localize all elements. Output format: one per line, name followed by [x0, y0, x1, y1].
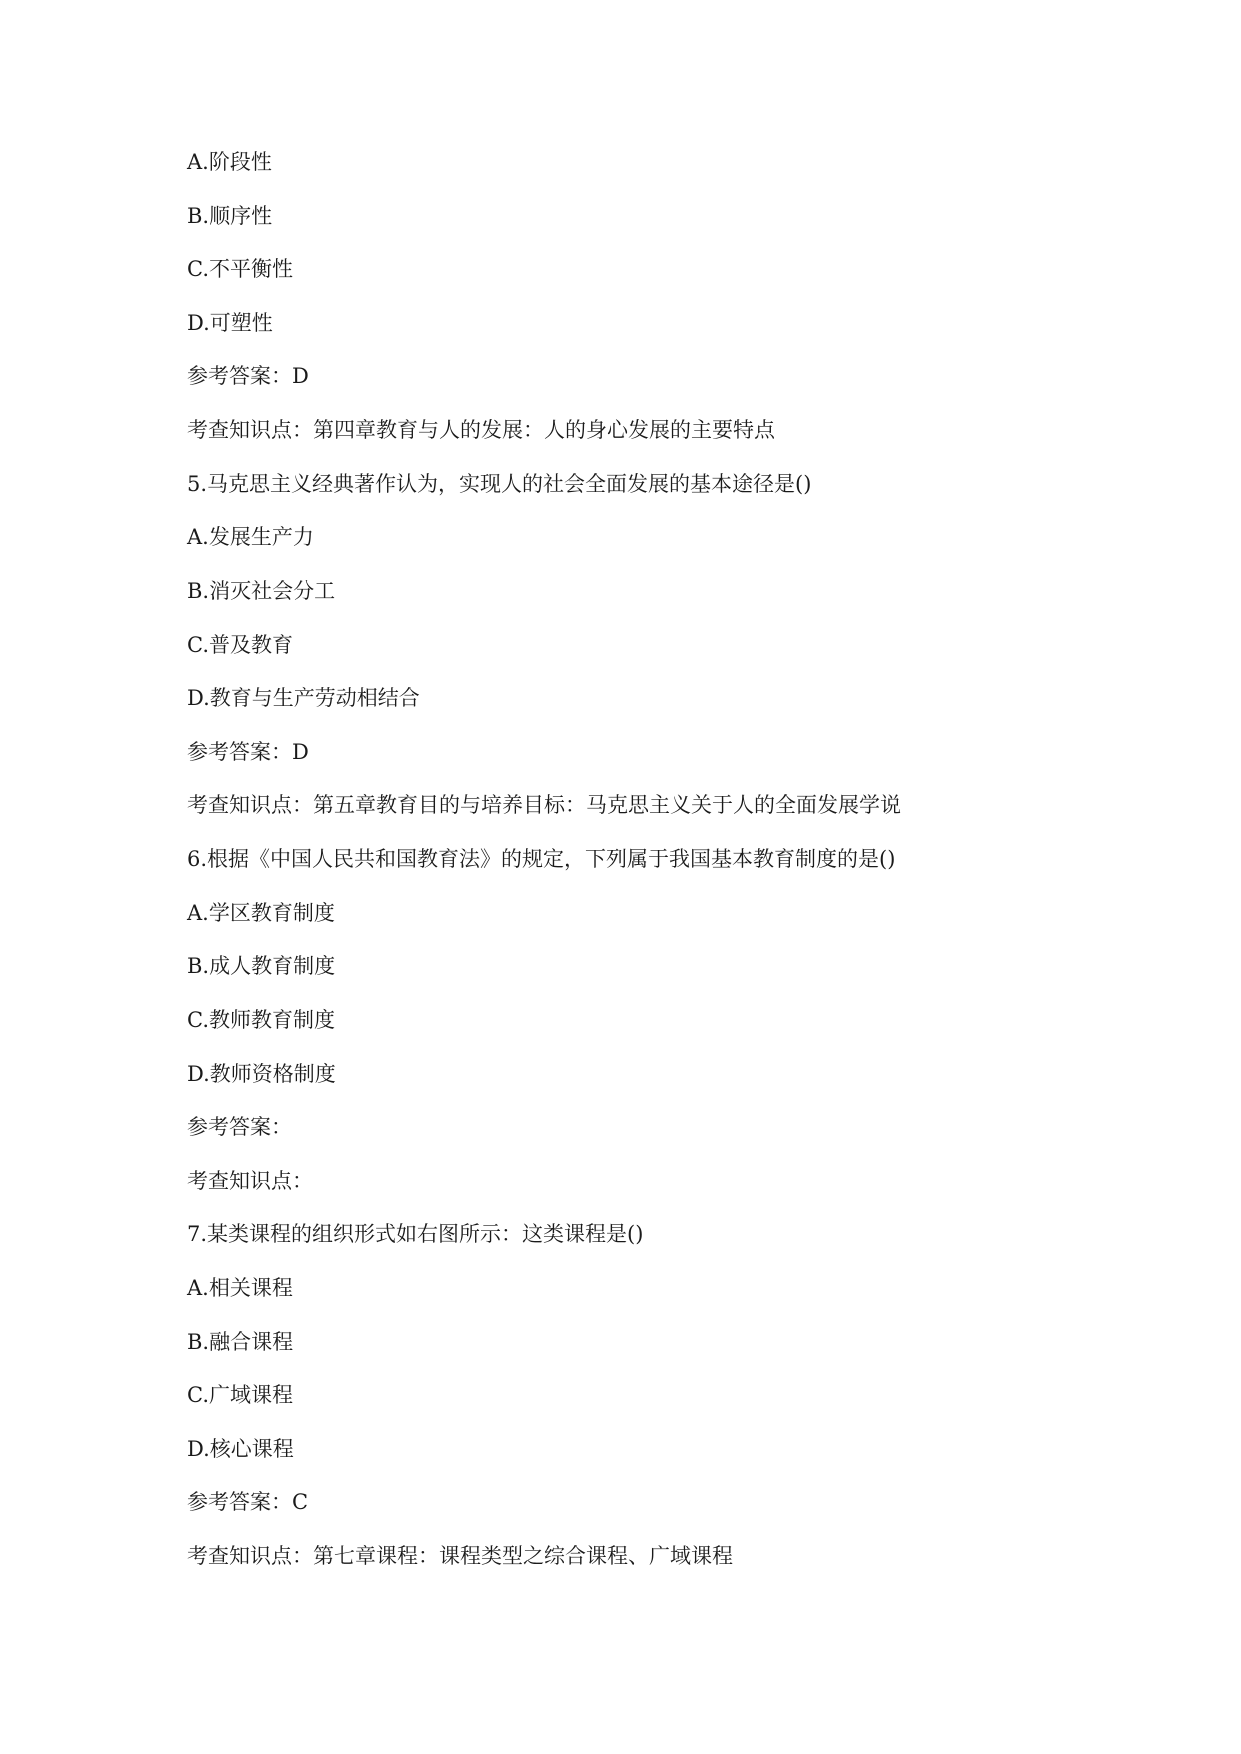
option-d: D.核心课程 [187, 1437, 294, 1461]
option-c: C.教师教育制度 [187, 1008, 335, 1032]
knowledge-point: 考查知识点：第四章教育与人的发展：人的身心发展的主要特点 [187, 418, 775, 442]
answer: 参考答案：D [187, 364, 309, 388]
option-d: D.教育与生产劳动相结合 [187, 686, 420, 710]
option-b: B.成人教育制度 [187, 954, 336, 978]
question-5: 5.马克思主义经典著作认为，实现人的社会全面发展的基本途径是() [187, 472, 812, 496]
option-a: A.学区教育制度 [187, 901, 335, 925]
option-a: A.相关课程 [187, 1276, 293, 1300]
option-a: A.阶段性 [187, 150, 272, 174]
option-c: C.不平衡性 [187, 257, 293, 281]
question-6: 6.根据《中国人民共和国教育法》的规定，下列属于我国基本教育制度的是() [187, 847, 896, 871]
answer: 参考答案：D [187, 740, 309, 764]
option-a: A.发展生产力 [187, 525, 314, 549]
option-b: B.顺序性 [187, 204, 273, 228]
option-d: D.教师资格制度 [187, 1062, 336, 1086]
knowledge-point: 考查知识点： [187, 1169, 313, 1193]
option-b: B.消灭社会分工 [187, 579, 336, 603]
answer: 参考答案： [187, 1115, 292, 1139]
option-c: C.广域课程 [187, 1383, 293, 1407]
option-b: B.融合课程 [187, 1330, 294, 1354]
knowledge-point: 考查知识点：第七章课程：课程类型之综合课程、广域课程 [187, 1544, 733, 1568]
question-7: 7.某类课程的组织形式如右图所示：这类课程是() [187, 1222, 644, 1246]
option-c: C.普及教育 [187, 633, 293, 657]
knowledge-point: 考查知识点：第五章教育目的与培养目标：马克思主义关于人的全面发展学说 [187, 793, 901, 817]
answer: 参考答案：C [187, 1490, 309, 1514]
option-d: D.可塑性 [187, 311, 273, 335]
